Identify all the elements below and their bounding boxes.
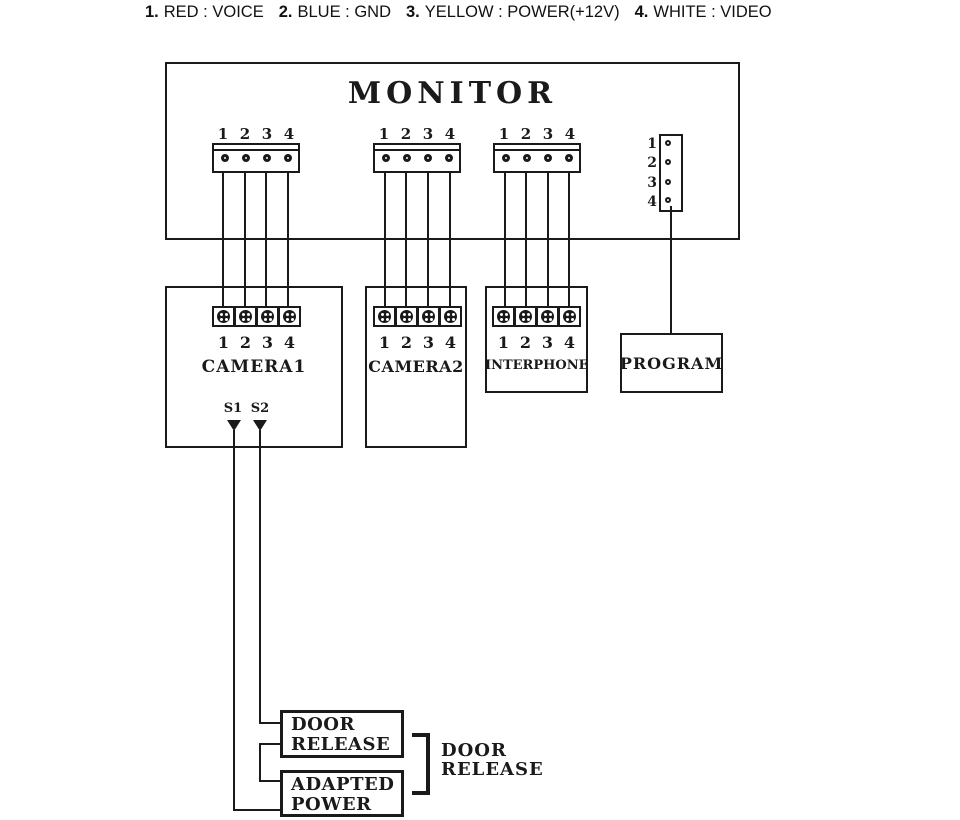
terminal-hole	[445, 154, 453, 162]
terminal-strip	[212, 143, 300, 173]
bracket-spine	[426, 733, 430, 795]
terminal-strip	[493, 143, 581, 173]
screw-terminal	[560, 308, 579, 325]
door-release-box	[280, 710, 404, 758]
screw-terminal	[280, 308, 299, 325]
monitor-terminal-block-1	[212, 125, 300, 173]
screw-icon	[519, 310, 532, 323]
pin-number: 4	[444, 333, 457, 352]
wire	[265, 170, 267, 310]
pin-number: 4	[647, 194, 657, 210]
monitor-terminal-block-3	[493, 125, 581, 173]
legend-item-video	[635, 3, 772, 22]
pin-number: 4	[444, 125, 456, 143]
adapted-power-line1: ADAPTED	[291, 774, 395, 795]
program-box	[620, 333, 723, 393]
screw-terminal	[494, 308, 513, 325]
door-release-line1: DOOR	[291, 714, 355, 735]
wire	[244, 170, 246, 310]
legend-item-power	[406, 3, 620, 22]
screw-icon	[217, 310, 230, 323]
connector-hole	[665, 140, 671, 146]
legend-item-voice	[145, 3, 264, 22]
legend-label: BLUE : GND	[297, 3, 391, 21]
pin-number: 2	[647, 155, 657, 171]
pin-number: 1	[498, 125, 510, 143]
terminal-hole	[242, 154, 250, 162]
wire-program	[670, 206, 672, 334]
bracket-arm	[412, 791, 430, 795]
terminal-strip	[373, 143, 461, 173]
pin-number: 1	[497, 333, 510, 352]
terminal-hole	[263, 154, 271, 162]
terminal-strip-cap	[495, 145, 579, 151]
legend-number: 1.	[145, 3, 159, 21]
wire-color-legend	[145, 3, 772, 22]
program-label: PROGRAM	[619, 353, 724, 373]
screw-icon	[497, 310, 510, 323]
pin-number: 4	[283, 125, 295, 143]
screw-terminal	[419, 308, 438, 325]
wire	[504, 170, 506, 310]
bracket-label-line2: RELEASE	[441, 759, 544, 780]
camera2-label: CAMERA2	[368, 357, 464, 376]
wire	[405, 170, 407, 310]
screw-terminal	[375, 308, 394, 325]
connector-hole	[665, 179, 671, 185]
pin-number: 1	[217, 125, 229, 143]
screw-terminal	[258, 308, 277, 325]
pin-number: 2	[239, 333, 252, 352]
legend-label: WHITE : VIDEO	[653, 3, 772, 21]
pin-number: 3	[541, 333, 554, 352]
monitor-title: MONITOR	[347, 76, 558, 111]
wire-s2	[259, 430, 261, 724]
wire	[222, 170, 224, 310]
pin-number: 4	[564, 125, 576, 143]
legend-number: 4.	[634, 3, 649, 21]
screw-terminal	[441, 308, 460, 325]
wire	[287, 170, 289, 310]
pin-number: 3	[422, 333, 435, 352]
connector-hole	[665, 159, 671, 165]
pin-number: 4	[563, 333, 576, 352]
screw-icon	[400, 310, 413, 323]
adapted-power-line2: POWER	[291, 794, 372, 815]
wire	[547, 170, 549, 310]
terminal-hole	[424, 154, 432, 162]
camera1-terminal-bar	[212, 306, 301, 327]
camera1-pin-numbers	[212, 333, 301, 352]
pin-number: 3	[422, 125, 434, 143]
bracket-label-line1: DOOR	[441, 740, 507, 761]
terminal-strip-cap	[214, 145, 298, 151]
pin-number: 3	[647, 175, 657, 191]
pin-number: 1	[378, 333, 391, 352]
screw-icon	[541, 310, 554, 323]
camera1-label: CAMERA1	[201, 357, 307, 377]
camera2-pin-numbers	[373, 333, 462, 352]
pin-number: 2	[400, 125, 412, 143]
door-release-line2: RELEASE	[291, 734, 391, 755]
bracket-label	[441, 741, 544, 779]
wire	[449, 170, 451, 310]
interphone-pin-numbers	[492, 333, 581, 352]
screw-terminal	[214, 308, 233, 325]
terminal-hole	[403, 154, 411, 162]
screw-icon	[239, 310, 252, 323]
legend-number: 2.	[278, 3, 293, 21]
connector-hole	[665, 197, 671, 203]
monitor-terminal-block-2	[373, 125, 461, 173]
pin-number: 4	[283, 333, 296, 352]
terminal-strip-cap	[375, 145, 459, 151]
pin-number: 1	[647, 136, 657, 152]
pin-number: 2	[400, 333, 413, 352]
wire	[525, 170, 527, 310]
legend-item-gnd	[279, 3, 391, 22]
pin-number: 3	[542, 125, 554, 143]
terminal-hole	[523, 154, 531, 162]
program-connector	[644, 133, 686, 215]
pin-number: 2	[520, 125, 532, 143]
pin-number: 1	[217, 333, 230, 352]
screw-terminal	[516, 308, 535, 325]
screw-icon	[422, 310, 435, 323]
wire-link-stub	[260, 780, 281, 782]
pin-numbers	[212, 125, 300, 143]
terminal-hole	[382, 154, 390, 162]
wire-link-stub	[260, 743, 281, 745]
camera2-terminal-bar	[373, 306, 462, 327]
pin-numbers	[493, 125, 581, 143]
wire-link	[259, 743, 261, 782]
wire	[568, 170, 570, 310]
wire-s1	[233, 430, 235, 811]
screw-icon	[563, 310, 576, 323]
pin-numbers	[373, 125, 461, 143]
camera1-s2-label: S2	[250, 401, 270, 416]
screw-icon	[261, 310, 274, 323]
terminal-hole	[544, 154, 552, 162]
screw-terminal	[538, 308, 557, 325]
pin-number: 2	[519, 333, 532, 352]
interphone-terminal-bar	[492, 306, 581, 327]
wire-s1-stub	[233, 809, 281, 811]
wire	[427, 170, 429, 310]
screw-terminal	[397, 308, 416, 325]
legend-label: RED : VOICE	[163, 3, 264, 21]
pin-number: 3	[261, 125, 273, 143]
legend-number: 3.	[406, 3, 420, 21]
connector-body	[659, 134, 683, 212]
screw-icon	[444, 310, 457, 323]
terminal-hole	[221, 154, 229, 162]
wire-s2-stub	[260, 722, 281, 724]
terminal-hole	[502, 154, 510, 162]
pin-number: 1	[378, 125, 390, 143]
screw-icon	[283, 310, 296, 323]
terminal-hole	[284, 154, 292, 162]
adapted-power-box	[280, 770, 404, 817]
terminal-hole	[565, 154, 573, 162]
pin-number: 2	[239, 125, 251, 143]
screw-terminal	[236, 308, 255, 325]
pin-number: 3	[261, 333, 274, 352]
wire	[384, 170, 386, 310]
camera1-s1-label: S1	[223, 401, 243, 416]
legend-label: YELLOW : POWER(+12V)	[424, 3, 620, 21]
interphone-label: INTERPHONE	[485, 358, 589, 373]
screw-icon	[378, 310, 391, 323]
